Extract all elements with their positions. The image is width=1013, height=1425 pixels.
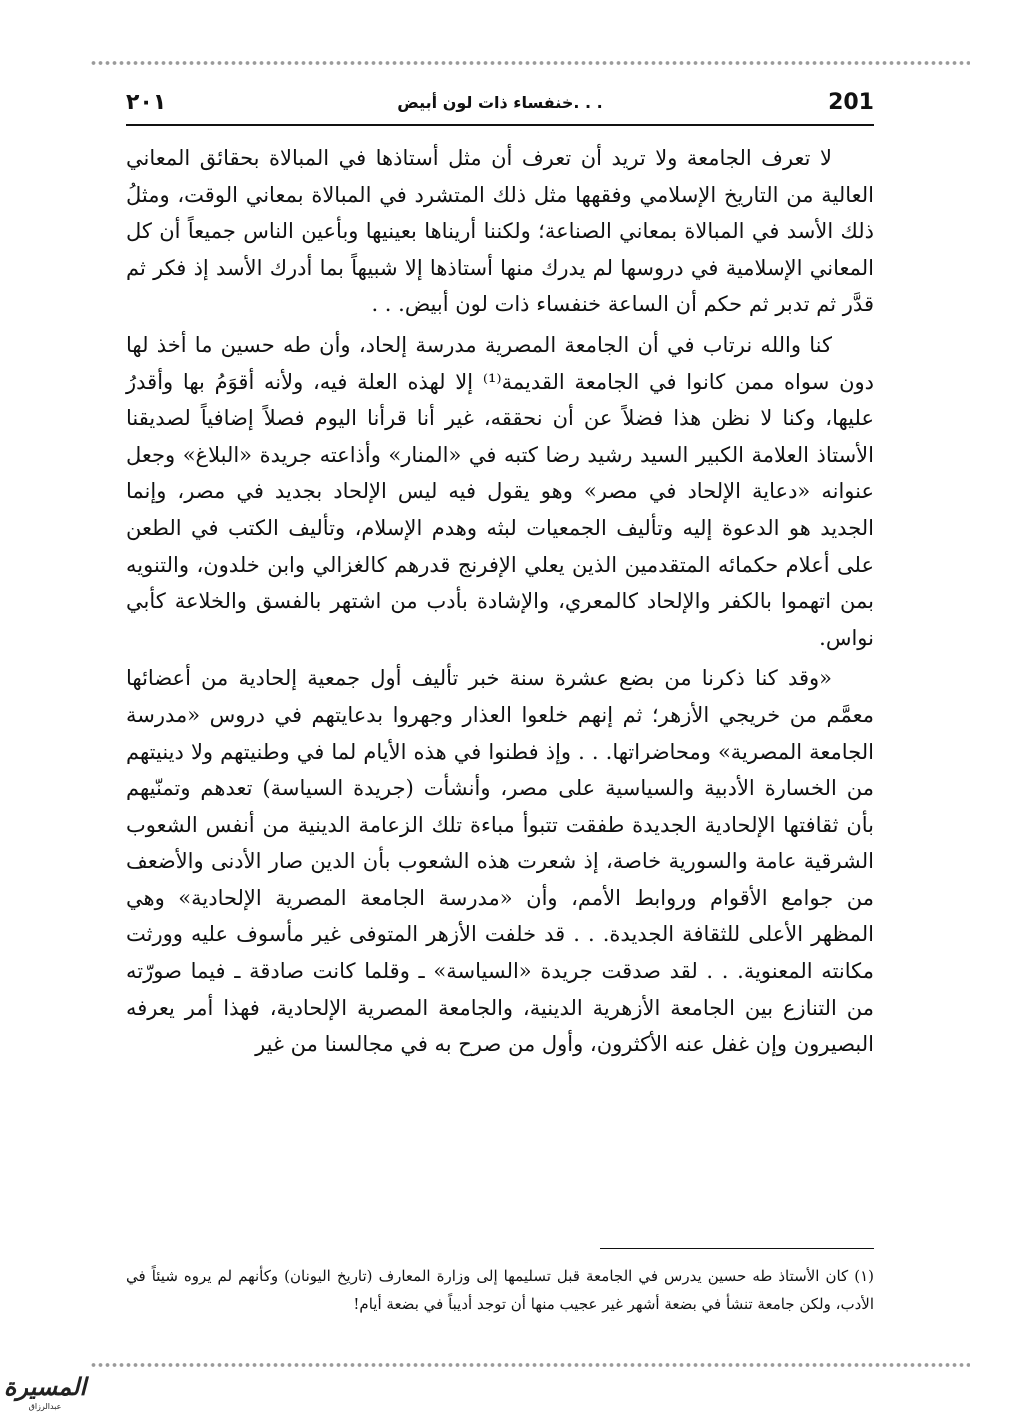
page-header	[126, 90, 874, 122]
paragraph-3: «وقد كنا ذكرنا من بضع عشرة سنة خبر تأليف أول جمعية إلحادية من أعضائها معمَّم من خريجي الأزهر؛ ثم إنهم خلعوا العذار وجهروا بدعايتهم في دروس «مدرسة الجامعة المصرية» ومحاضراتها. . . وإذ فطنوا في هذه الأيام لما في وطنيتهم ولا دينيتهم من الخسارة الأدبية والسياسية على مصر، وأنشأت (جريدة السياسة) تعدهم وتمنّيهم بأن ثقافتها الإلحادية الجديدة طفقت تتبوأ مباءة تلك الزعامة الدينية من أنفس الشعوب الشرقية عامة والسورية خاصة، إذ شعرت هذه الشعوب بأن الدين صار الأدنى والأضعف من جوامع الأقوام وروابط الأمم، وأن «مدرسة الجامعة المصرية الإلحادية» وهي المظهر الأعلى للثقافة الجديدة. . . قد خلفت الأزهر المتوفى غير مأسوف عليه وورثت مكانته المعنوية. . . لقد صدقت جريدة «السياسة» ـ وقلما كانت صادقة ـ فيما صورّته من التنازع بين الجامعة الأزهرية الدينية، والجامعة المصرية الإلحادية، فهذا أمر يعرفه البصيرون وإن غفل عنه الأكثرون، وأول من صرح به في مجالسنا من غير	[126, 666, 874, 1057]
bottom-ornament-border	[90, 1360, 970, 1370]
stamp-main-text: المسيرة	[3, 1372, 87, 1401]
footnote	[126, 1262, 874, 1318]
footnote-1: (١) كان الأستاذ طه حسين يدرس في الجامعة قبل تسليمها إلى وزارة المعارف (تاريخ اليونان) وكأنهم لم يروه شيئاً في الأدب، ولكن جامعة تنشأ في بضعة أشهر غير عجيب منها أن توجد أديباً في بضعة أيام!	[126, 1267, 874, 1313]
top-ornament-border	[90, 58, 970, 68]
stamp-sub-text: عبدالرزاق	[28, 1402, 62, 1411]
footnote-rule	[600, 1248, 874, 1249]
body-text	[126, 140, 874, 1067]
page-number: 201	[828, 90, 874, 115]
running-title: خنفساء ذات لون أبيض. . .	[397, 93, 603, 112]
paragraph-1: لا تعرف الجامعة ولا تريد أن تعرف أن مثل أستاذها في المبالاة بحقائق المعاني العالية من التاريخ الإسلامي وفقهها مثل ذلك المتشرد في المبالاة بمعاني الوقت، ومثلُ ذلك الأسد في المبالاة بمعاني الصناعة؛ ولكننا أريناها بعينيها وبأعين الناس جميعاً أن كل المعاني الإسلامية في دروسها لم يدرك منها أستاذها إلا شبيهاً بما أدرك الأسد إذ فكر ثم قدَّر ثم تدبر ثم حكم أن الساعة خنفساء ذات لون أبيض. . .	[126, 146, 874, 317]
paragraph-2: كنا والله نرتاب في أن الجامعة المصرية مدرسة إلحاد، وأن طه حسين ما أخذ لها دون سواه ممن كانوا في الجامعة القديمة⁽¹⁾ إلا لهذه العلة فيه، ولأنه أقوَمُ بها وأقدرُ عليها، وكنا لا نظن هذا فضلاً عن أن نحققه، غير أنا قرأنا اليوم فصلاً إضافياً لصديقنا الأستاذ العلامة الكبير السيد رشيد رضا كتبه في «المنار» وأذاعته جريدة «البلاغ» وجعل عنوانه «دعاية الإلحاد في مصر» وهو يقول فيه ليس الإلحاد بجديد في مصر، وإنما الجديد هو الدعوة إليه وتأليف الجمعيات لبثه وهدم الإسلام، وتأليف الكتب في الطعن على أعلام حكمائه المتقدمين الذين يعلي الإفرنج قدرهم كالغزالي وابن خلدون، والتنويه بمن اتهموا بالكفر والإلحاد كالمعري، والإشادة بأدب من اشتهر بالفسق والخلاعة كأبي نواس.	[126, 332, 874, 650]
page-number-arabic: ٢٠١	[126, 90, 167, 115]
header-rule	[126, 124, 874, 126]
watermark-stamp	[2, 1372, 88, 1422]
